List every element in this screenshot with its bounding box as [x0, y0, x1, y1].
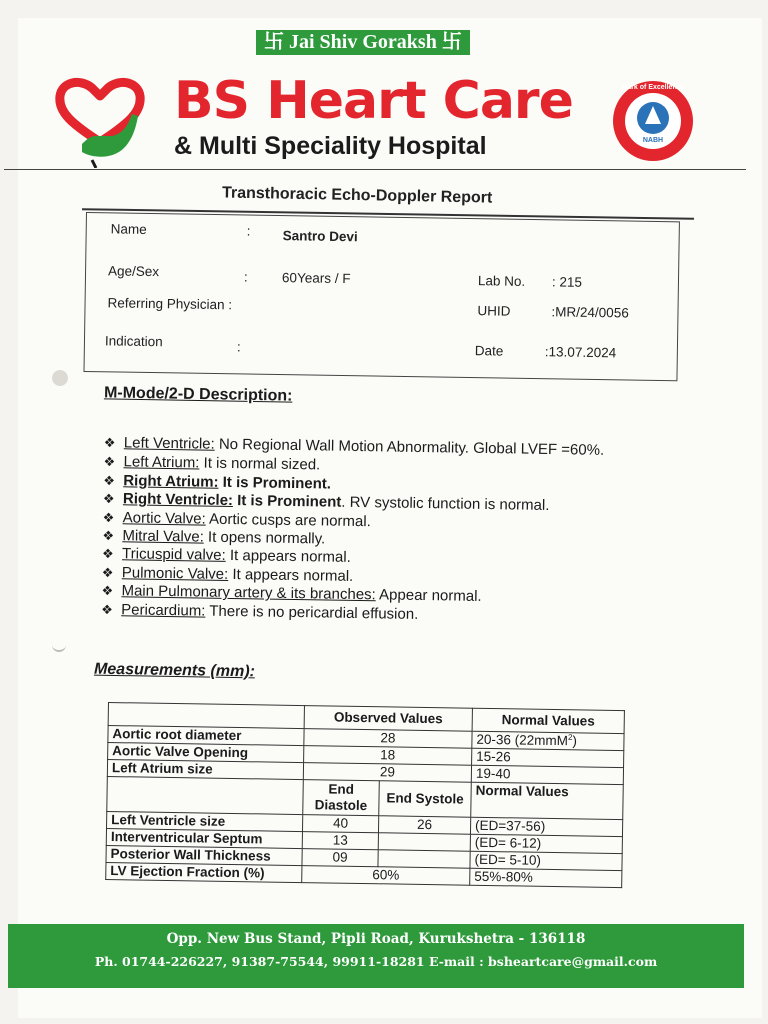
- bullet-icon: ❖: [101, 583, 114, 599]
- end-systole-value: 26: [378, 816, 470, 834]
- hospital-name: BS Heart Care: [174, 71, 573, 131]
- finding-text: It opens normally.: [203, 528, 326, 548]
- finding-label: Tricuspid valve:: [121, 545, 226, 565]
- uhid-label: UHID: [477, 303, 511, 319]
- end-diastole-value: 40: [302, 815, 378, 833]
- hospital-motto: 卐 Jai Shiv Goraksh 卐: [256, 30, 470, 55]
- finding-text: It appears normal.: [225, 547, 351, 567]
- bullet-icon: ❖: [101, 546, 114, 562]
- bullet-icon: ❖: [102, 509, 115, 525]
- indication-label: Indication: [104, 333, 163, 350]
- heart-hand-logo-icon: [52, 72, 148, 168]
- row-label: Left Atrium size: [107, 760, 303, 780]
- badge-excellence-text: Mark of Excellence: [621, 84, 685, 91]
- normal-values-subheader: Normal Values: [471, 782, 624, 819]
- end-diastole-value: 13: [302, 832, 378, 850]
- bullet-icon: ❖: [103, 472, 116, 488]
- measurements-heading: Measurements (mm):: [93, 660, 256, 681]
- observed-value: 28: [304, 729, 472, 749]
- row-label: Aortic Valve Opening: [108, 743, 304, 763]
- finding-text: There is no pericardial effusion.: [205, 602, 419, 623]
- finding-text: It is normal sized.: [199, 454, 321, 474]
- patient-age-sex: 60Years / F: [281, 270, 351, 287]
- observed-values-header: Observed Values: [304, 706, 472, 732]
- finding-label: Left Atrium:: [123, 453, 200, 472]
- finding-text: It is Prominent.: [218, 473, 332, 493]
- bullet-icon: ❖: [102, 491, 115, 507]
- badge-nabh-text: NABH: [642, 137, 664, 144]
- patient-info-box: [83, 212, 679, 381]
- date-value: :13.07.2024: [544, 344, 617, 361]
- finding-text: Aortic cusps are normal.: [205, 510, 371, 530]
- ejection-fraction-value: 60%: [302, 866, 470, 886]
- finding-text-extra: . RV systolic function is normal.: [341, 493, 550, 515]
- report-title: Transthoracic Echo-Doppler Report: [221, 184, 493, 207]
- nabh-accreditation-badge: [610, 78, 696, 164]
- end-systole-value: [378, 833, 470, 851]
- measurements-table: [105, 702, 625, 888]
- name-label: Name: [110, 221, 147, 237]
- observed-value: 29: [303, 763, 471, 783]
- bullet-icon: ❖: [101, 601, 114, 617]
- normal-value: 15-26: [472, 748, 624, 767]
- uhid-value: :MR/24/0056: [551, 304, 629, 321]
- finding-text: It appears normal.: [228, 565, 354, 585]
- indication-colon: :: [236, 339, 241, 355]
- normal-value: 55%-80%: [470, 868, 622, 887]
- finding-label: Aortic Valve:: [122, 508, 206, 528]
- bullet-icon: ❖: [103, 454, 116, 470]
- end-systole-value: [378, 850, 470, 868]
- end-diastole-header: End Diastole: [303, 780, 380, 816]
- row-label: LV Ejection Fraction (%): [106, 862, 302, 882]
- finding-text: No Regional Wall Motion Abnormality. Global LVEF =60%.: [214, 435, 605, 459]
- observed-value: 18: [304, 746, 472, 766]
- normal-value: (ED=37-56): [470, 817, 622, 836]
- lab-no-label: Lab No.: [477, 273, 526, 289]
- finding-label: Pericardium:: [121, 600, 206, 620]
- patient-name: Santro Devi: [282, 228, 358, 245]
- age-sex-colon: :: [243, 269, 248, 285]
- footer-address: Opp. New Bus Stand, Pipli Road, Kurukshetra - 136118: [166, 931, 586, 947]
- finding-label: Right Atrium:: [123, 472, 219, 491]
- header-divider: [4, 169, 746, 170]
- normal-values-header: Normal Values: [472, 708, 624, 733]
- finding-label: Mitral Valve:: [122, 527, 204, 546]
- referring-physician-label: Referring Physician :: [107, 295, 233, 313]
- finding-label: Main Pulmonary artery & its branches:: [121, 582, 376, 604]
- footer-contact: Ph. 01744-226227, 91387-75544, 99911-18281 E-mail : bsheartcare@gmail.com: [94, 954, 658, 969]
- end-systole-header: End Systole: [379, 781, 472, 817]
- normal-value: (ED= 5-10): [470, 851, 622, 870]
- age-sex-label: Age/Sex: [107, 263, 160, 280]
- date-label: Date: [474, 343, 504, 359]
- normal-value: 19-40: [471, 765, 623, 784]
- findings-list: [101, 434, 664, 628]
- row-label: Posterior Wall Thickness: [106, 845, 302, 865]
- bullet-icon: ❖: [102, 528, 115, 544]
- description-heading: M-Mode/2-D Description:: [103, 384, 293, 405]
- table-cell: [107, 776, 304, 814]
- normal-value: [472, 731, 624, 750]
- finding-text: It is Prominent: [232, 492, 342, 511]
- table-cell: [108, 703, 304, 729]
- punch-hole: [52, 370, 68, 386]
- end-diastole-value: 09: [302, 849, 378, 867]
- finding-text: Appear normal.: [375, 586, 482, 606]
- normal-value-sup: 2: [567, 732, 573, 742]
- name-colon: :: [246, 223, 251, 239]
- bullet-icon: ❖: [101, 564, 114, 581]
- finding-label: Left Ventricle:: [123, 434, 215, 453]
- normal-value: (ED= 6-12): [470, 834, 622, 853]
- finding-label: Right Ventricle:: [122, 490, 234, 510]
- hospital-subtitle: & Multi Speciality Hospital: [174, 132, 487, 160]
- normal-value-text: 20-36 (22mmM: [476, 731, 569, 749]
- row-label: Interventricular Septum: [106, 828, 302, 848]
- finding-label: Pulmonic Valve:: [121, 564, 229, 583]
- row-label: Left Ventricle size: [107, 811, 303, 831]
- lab-no-value: : 215: [551, 274, 583, 290]
- bullet-icon: ❖: [103, 434, 116, 451]
- footer-bar: [8, 924, 744, 988]
- row-label: Aortic root diameter: [108, 726, 304, 746]
- normal-value-end: ): [572, 733, 578, 749]
